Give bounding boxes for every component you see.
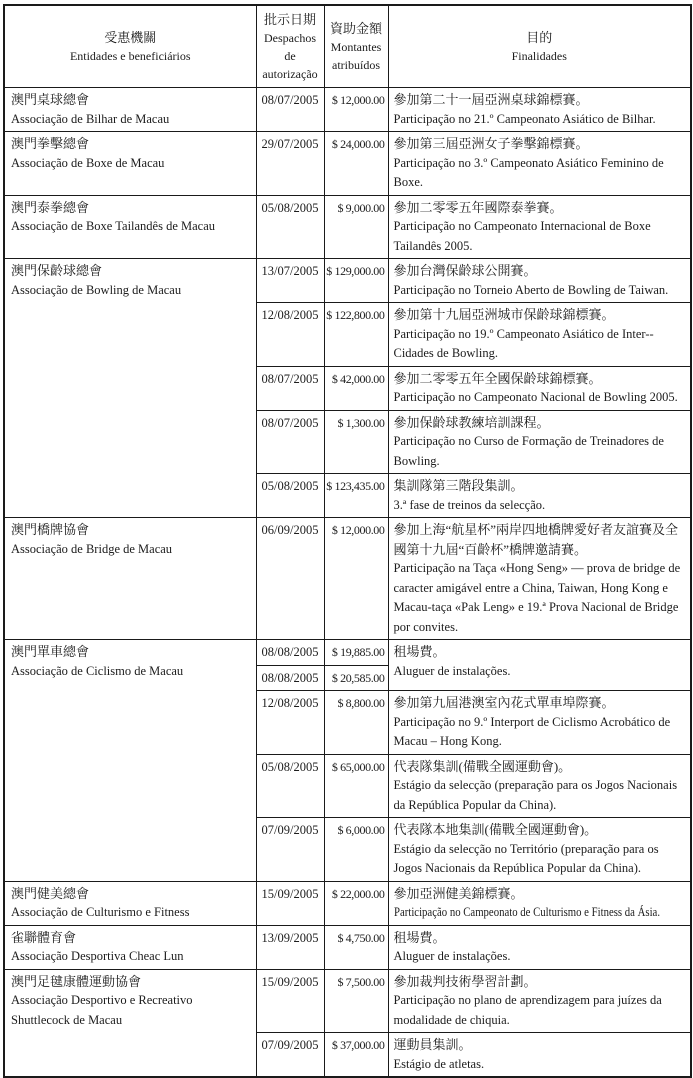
col-header-entities-pt: Entidades e beneficiários xyxy=(69,49,191,63)
purpose-cell xyxy=(388,195,691,259)
amount-cell: $ 22,000.00 xyxy=(324,881,388,925)
amount-cell: $ 65,000.00 xyxy=(324,754,388,818)
entity-pt: Associação de Bilhar de Macau xyxy=(11,111,170,126)
entity-zh: 澳門足毽康體運動協會 xyxy=(11,973,142,989)
purpose-zh: 參加保齡球教練培訓課程。 xyxy=(393,414,550,430)
table-row xyxy=(4,925,691,969)
subsidies-table xyxy=(3,4,692,1078)
amount-cell: $ 24,000.00 xyxy=(324,132,388,196)
purpose-zh: 租場費。 xyxy=(393,929,446,945)
purpose-zh: 參加第三屆亞洲女子拳擊錦標賽。 xyxy=(393,136,589,151)
date-cell: 13/07/2005 xyxy=(256,259,324,303)
entity-cell xyxy=(4,259,256,518)
amount-cell: $ 42,000.00 xyxy=(324,366,388,410)
entity-zh: 澳門橋牌協會 xyxy=(11,522,90,537)
date-cell: 07/09/2005 xyxy=(256,818,324,882)
purpose-zh: 參加二零零五年國際泰拳賽。 xyxy=(393,199,563,215)
entity-pt: Associação de Boxe de Macau xyxy=(11,155,165,170)
date-cell: 08/07/2005 xyxy=(256,366,324,410)
purpose-cell xyxy=(388,88,691,132)
table-row xyxy=(4,132,691,196)
purpose-zh: 參加第二十一屆亞洲桌球錦標賽。 xyxy=(393,92,589,107)
col-header-purpose-pt: Finalidades xyxy=(511,49,567,63)
purpose-pt: Participação no Campeonato Internacional de Boxe Tailandês 2005. xyxy=(393,219,651,253)
purpose-pt: Participação no Torneio Aberto de Bowling de Taiwan. xyxy=(393,282,669,297)
purpose-zh: 參加二零零五年全國保齡球錦標賽。 xyxy=(393,370,602,386)
table-row xyxy=(4,881,691,925)
date-cell: 08/07/2005 xyxy=(256,88,324,132)
date-cell: 06/09/2005 xyxy=(256,518,324,640)
amount-cell: $ 4,750.00 xyxy=(324,925,388,969)
purpose-cell xyxy=(388,303,691,367)
entity-pt: Associação de Bowling de Macau xyxy=(11,282,182,297)
purpose-pt: Aluguer de instalações. xyxy=(393,949,511,963)
amount-cell: $ 122,800.00 xyxy=(324,303,388,367)
purpose-pt: Participação no plano de aprendizagem para juízes da modalidade de chiquia. xyxy=(393,993,662,1027)
entity-cell xyxy=(4,195,256,259)
entity-zh: 澳門桌球總會 xyxy=(11,92,90,107)
purpose-cell xyxy=(388,925,691,969)
date-cell: 13/09/2005 xyxy=(256,925,324,969)
col-header-purpose xyxy=(388,5,691,88)
purpose-pt: Participação no Curso de Formação de Treinadores de Bowling. xyxy=(393,434,664,468)
amount-cell: $ 129,000.00 xyxy=(324,259,388,303)
purpose-zh: 集訓隊第三階段集訓。 xyxy=(393,478,524,493)
entity-pt: Associação de Bridge de Macau xyxy=(11,541,173,556)
col-header-entities-zh: 受惠機關 xyxy=(104,30,157,45)
date-cell: 08/08/2005 xyxy=(256,665,324,691)
amount-cell: $ 9,000.00 xyxy=(324,195,388,259)
purpose-zh: 運動員集訓。 xyxy=(393,1037,472,1052)
purpose-pt: 3.ª fase de treinos da selecção. xyxy=(393,497,546,512)
col-header-amount xyxy=(324,5,388,88)
amount-cell: $ 37,000.00 xyxy=(324,1033,388,1078)
table-row xyxy=(4,640,691,666)
purpose-pt: Estágio da selecção no Território (preparação para os Jogos Nacionais da República Popular da China). xyxy=(393,841,659,875)
col-header-date-zh: 批示日期 xyxy=(263,12,316,27)
amount-cell: $ 20,585.00 xyxy=(324,665,388,691)
amount-cell: $ 12,000.00 xyxy=(324,518,388,640)
purpose-cell xyxy=(388,640,691,691)
col-header-date xyxy=(256,5,324,88)
purpose-zh: 代表隊集訓(備戰全國運動會)。 xyxy=(393,758,572,774)
table-row xyxy=(4,259,691,303)
purpose-zh: 租場費。 xyxy=(393,644,446,659)
entity-zh: 澳門單車總會 xyxy=(11,644,90,659)
date-cell: 29/07/2005 xyxy=(256,132,324,196)
purpose-cell xyxy=(388,881,691,925)
purpose-pt: Participação no 21.º Campeonato Asiático de Bilhar. xyxy=(393,111,656,126)
date-cell: 08/08/2005 xyxy=(256,640,324,666)
entity-zh: 澳門拳擊總會 xyxy=(11,136,90,151)
purpose-cell xyxy=(388,969,691,1033)
purpose-cell xyxy=(388,518,691,640)
amount-cell: $ 1,300.00 xyxy=(324,410,388,474)
purpose-pt: Estágio da selecção (preparação para os Jogos Nacionais da República Popular da China). xyxy=(393,778,678,812)
entity-zh: 澳門保齡球總會 xyxy=(11,263,103,278)
col-header-purpose-zh: 目的 xyxy=(526,30,553,45)
amount-cell: $ 123,435.00 xyxy=(324,474,388,518)
table-row xyxy=(4,88,691,132)
entity-pt: Associação Desportiva Cheac Lun xyxy=(11,949,184,963)
purpose-zh: 參加上海“航星杯”兩岸四地橋牌愛好者友誼賽及全國第十九屆“百齡杯”橋牌邀請賽。 xyxy=(393,522,679,557)
purpose-pt: Participação no 9.º Interport de Ciclismo Acrobático de Macau – Hong Kong. xyxy=(393,714,671,748)
table-row xyxy=(4,195,691,259)
amount-cell: $ 19,885.00 xyxy=(324,640,388,666)
date-cell: 05/08/2005 xyxy=(256,754,324,818)
header-row xyxy=(4,5,691,88)
amount-cell: $ 12,000.00 xyxy=(324,88,388,132)
purpose-cell xyxy=(388,259,691,303)
entity-pt: Associação de Ciclismo de Macau xyxy=(11,663,184,678)
purpose-cell xyxy=(388,754,691,818)
entity-zh: 雀聯體育會 xyxy=(11,929,77,945)
purpose-zh: 參加裁判技術學習計劃。 xyxy=(393,973,537,989)
col-header-date-pt: Despachos de autorização xyxy=(262,31,318,81)
date-cell: 12/08/2005 xyxy=(256,691,324,755)
entity-cell xyxy=(4,925,256,969)
purpose-pt: Estágio de atletas. xyxy=(393,1056,485,1071)
date-cell: 08/07/2005 xyxy=(256,410,324,474)
entity-cell xyxy=(4,640,256,882)
col-header-entities xyxy=(4,5,256,88)
entity-pt: Associação Desportivo e Recreativo Shuttlecock de Macau xyxy=(11,993,193,1027)
col-header-amount-zh: 資助金額 xyxy=(329,21,382,36)
purpose-cell xyxy=(388,474,691,518)
entity-zh: 澳門泰拳總會 xyxy=(11,199,90,215)
entity-cell xyxy=(4,518,256,640)
amount-cell: $ 6,000.00 xyxy=(324,818,388,882)
table-row xyxy=(4,969,691,1033)
entity-cell xyxy=(4,969,256,1077)
amount-cell: $ 7,500.00 xyxy=(324,969,388,1033)
purpose-cell xyxy=(388,691,691,755)
purpose-pt: Participação na Taça «Hong Seng» — prova de bridge de caracter amigável entre a China, Taiwan, Hong Kong e Macau-taça «Pak Leng» e 19.ª Prova Nacional de Bridge por convites. xyxy=(393,561,681,634)
entity-cell xyxy=(4,881,256,925)
purpose-cell xyxy=(388,818,691,882)
table-row xyxy=(4,518,691,640)
date-cell: 05/08/2005 xyxy=(256,474,324,518)
date-cell: 15/09/2005 xyxy=(256,881,324,925)
purpose-pt: Aluguer de instalações. xyxy=(393,663,511,678)
entity-pt: Associação de Boxe Tailandês de Macau xyxy=(11,219,216,233)
purpose-cell xyxy=(388,410,691,474)
purpose-zh: 參加第十九屆亞洲城市保齡球錦標賽。 xyxy=(393,307,615,322)
purpose-zh: 參加亞洲健美錦標賽。 xyxy=(393,885,524,901)
date-cell: 15/09/2005 xyxy=(256,969,324,1033)
date-cell: 07/09/2005 xyxy=(256,1033,324,1078)
purpose-pt: Participação no 19.º Campeonato Asiático de Inter--Cidades de Bowling. xyxy=(393,326,654,360)
date-cell: 12/08/2005 xyxy=(256,303,324,367)
entity-zh: 澳門健美總會 xyxy=(11,885,90,901)
entity-cell xyxy=(4,88,256,132)
purpose-pt: Participação no Campeonato de Culturismo e Fitness da Ásia. xyxy=(393,905,660,919)
purpose-cell xyxy=(388,132,691,196)
purpose-pt: Participação no Campeonato Nacional de Bowling 2005. xyxy=(393,390,678,404)
entity-pt: Associação de Culturismo e Fitness xyxy=(11,905,190,919)
entity-cell xyxy=(4,132,256,196)
purpose-cell xyxy=(388,366,691,410)
purpose-cell xyxy=(388,1033,691,1078)
purpose-pt: Participação no 3.º Campeonato Asiático Feminino de Boxe. xyxy=(393,155,664,189)
purpose-zh: 參加台灣保齡球公開賽。 xyxy=(393,263,537,278)
purpose-zh: 代表隊本地集訓(備戰全國運動會)。 xyxy=(393,822,598,837)
amount-cell: $ 8,800.00 xyxy=(324,691,388,755)
col-header-amount-pt: Montantes atribuídos xyxy=(330,40,382,72)
date-cell: 05/08/2005 xyxy=(256,195,324,259)
purpose-zh: 參加第九屆港澳室內花式單車埠際賽。 xyxy=(393,695,615,710)
